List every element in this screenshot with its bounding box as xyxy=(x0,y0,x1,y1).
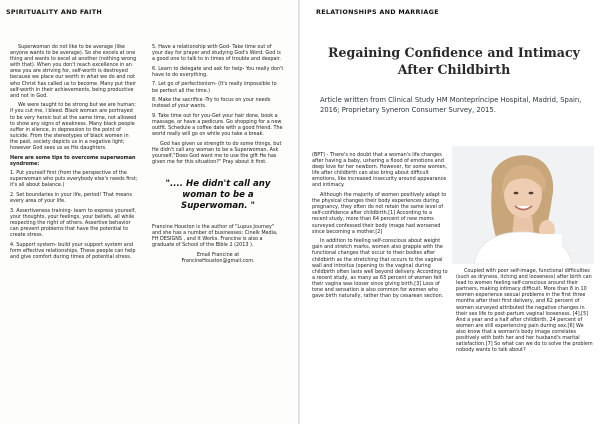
paragraph: God has given us strength to do some things, but He didn't call any woman to be a Superwoman. Ask yourself,"Does God want me to use the gift He has given me for this situation?" Pray about it first. xyxy=(152,140,282,165)
author-email: FrancineHouston@gmail.com. xyxy=(181,258,255,265)
running-head-right: RELATIONSHIPS AND MARRIAGE xyxy=(316,8,439,16)
email-label: Email Francine at xyxy=(196,251,240,258)
smiling-woman-photo xyxy=(452,146,594,264)
tip-item: 7. Let go of perfectionism- (It's really impossible to be perfect all the time.) xyxy=(152,81,277,94)
running-head-left: SPIRITUALITY AND FAITH xyxy=(6,8,103,16)
article-title: Regaining Confidence and Intimacy After Childbirth xyxy=(328,45,580,77)
tip-item: 9. Take time out for you-Get your hair done, book a massage, or have a pedicure. Go shopping for a new outfit. Schedule a coffee date with a good friend. The world really will go on while you take a break. xyxy=(152,112,283,138)
paragraph: (BPT) - There's no doubt that a woman's life changes after having a baby, ushering a flood of emotions and deep love for her newborn. However, for some women, life after childbirth can also bring about difficult emotions, like increased insecurity around appearance and intimacy. xyxy=(312,152,448,189)
left-column-2 xyxy=(152,44,284,268)
paragraph: Coupled with poor self-image, functional difficulties (such as dryness, itching and looseness) after birth can lead to women feeling self-conscious around their partners, making intimacy difficult. More than 8 in 10 women experience sexual problems in the first three months after their first delivery, and 62 percent of women surveyed attributed the negative changes in their sex life to post-partum vaginal looseness. [4],[5] And a year and a half after childbirth, 24 percent of women are still experiencing pain during sex.[6] We also know that a woman's body image correlates positively with both her and her husband's marital satisfaction.[7] So what can we do to solve the problem nobody wants to talk about? xyxy=(456,268,593,354)
right-column-2 xyxy=(456,268,594,357)
paragraph: We were taught to be strong but we are human; if you cut me, I bleed. Black woman are portrayed to be very heroic but at the same time, not allowed to show any signs of weakness. Many black people suffer in silence, in depression to the point of suicide. From the stereotypes of black women in the past, society depicts us in a negative light; however God sees us as His daughters. xyxy=(10,102,137,151)
paragraph: Superwoman do not like to be average (like anyone wants to be average). So she excels at one thing and wants to excel at another (nothing wrong with that). When you don't reach excellence in an area you are striving for, self-worth is destroyed because we place our worth in what we do and not who Christ has called us to become. Many put their self-worth in their achievements, being productive and not in God. xyxy=(10,44,137,99)
right-page xyxy=(300,0,600,424)
right-column-1 xyxy=(312,152,448,303)
author-bio: Francine Houston is the author of "Lupus Journey" and she has a number of businesses: Cinelk Media, FH DESIGNS , and It Works. Francine is also a graduate of School of the Bible 2 (2013 ). xyxy=(152,224,278,249)
pull-quote: ".... He didn't call any woman to be a Superwoman. " xyxy=(165,179,271,212)
tip-item: 4. Support system- build your support system and form effective relationships. These people can help and give comfort during times of potential stress. xyxy=(10,241,136,260)
tip-item: 8. Make the sacrifice -Try to focus on your needs instead of your wants. xyxy=(152,97,271,110)
tip-item: 1. Put yourself first (from the perspective of the superwoman who puts everybody else's needs first; it's all about balance.) xyxy=(10,170,138,189)
tip-item: 2. Set boundaries in your life, period! That means every area of your life. xyxy=(10,192,132,205)
tip-item: 6. Learn to delegate and ask for help- You really don't have to do everything. xyxy=(152,65,284,78)
tip-item: 5. Have a relationship with God- Take time out of your day for prayer and studying God's Word. God is a good one to talk to in times of trouble and despair. xyxy=(152,44,281,63)
paragraph: In addition to feeling self-conscious about weight gain and stretch marks, women also grapple with the functional changes that occur to their bodies after childbirth as the stretching that occurs to the vaginal wall and introitus (opening to the vagina) during childbirth often lasts well beyond delivery. According to a recent study, as many as 63 percent of women felt their vagina was looser since giving birth.[3] Loss of tone and sensation is also common for women who gave birth naturally, rather than by cesarean section. xyxy=(312,238,448,300)
woman-photo-illustration xyxy=(452,146,594,264)
tips-heading: Here are some tips to overcome superwoman syndrome: xyxy=(10,154,136,167)
tip-item: 3. Assertiveness training- learn to express yourself, your thoughts, your feelings, your beliefs, all while respecting the right of others. Assertive behavior can prevent problems that have the potential to create stress. xyxy=(10,207,136,239)
left-column-1 xyxy=(10,44,138,264)
article-source: Article written from Clinical Study HM Montepríncipe Hospital, Madrid, Spain, 2016; Proprietary Syneron Consumer Survey, 2015. xyxy=(320,96,582,114)
paragraph: Although the majority of women positively adapt to the physical changes their body experiences during pregnancy, they often do not retain the same level of self-confidence after childbirth.[1] According to a recent study, more than 64 percent of new moms surveyed confessed their body image had worsened since becoming a mother.[2] xyxy=(312,192,447,235)
